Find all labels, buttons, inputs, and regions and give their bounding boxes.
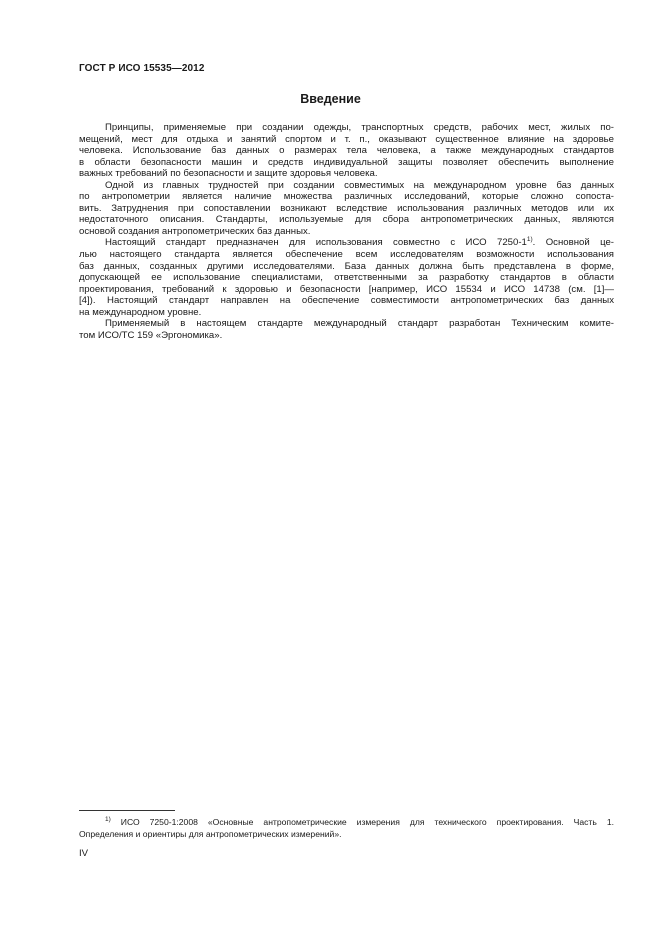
paragraph-2 bbox=[79, 180, 614, 238]
footnote bbox=[79, 816, 614, 840]
text-line: на международном уровне. bbox=[79, 306, 202, 318]
paragraph-3 bbox=[79, 237, 614, 318]
text-line: баз данных, созданных другими исследователями. База данных должна быть представлена в форме, bbox=[79, 260, 614, 272]
text-line: человека. Использование баз данных о размерах тела человека, а также международных стандартов bbox=[79, 145, 614, 157]
text-line: вить. Затруднения при сопоставлении возникают вследствие использования различных методов или их bbox=[79, 202, 614, 214]
footnote-marker: 1) bbox=[105, 816, 111, 823]
text-line: Принципы, применяемые при создании одежды, транспортных средств, рабочих мест, жилых по- bbox=[105, 122, 614, 133]
text-line: основой создания антропометрических баз данных. bbox=[79, 225, 311, 237]
footnote-line: Определения и ориентиры для антропометрических измерений». bbox=[79, 829, 342, 839]
footnote-line bbox=[79, 816, 614, 828]
page-number: IV bbox=[79, 848, 89, 859]
text-segment: . Основной це- bbox=[532, 237, 614, 249]
text-line: Одной из главных трудностей при создании совместимых на международном уровне баз данных bbox=[105, 179, 614, 191]
text-line: важных требований по безопасности и защите здоровья человека. bbox=[79, 168, 378, 180]
document-header: ГОСТ Р ИСО 15535—2012 bbox=[79, 63, 205, 74]
text-line: недостаточного описания. Стандарты, используемые для сбора антропометрических данных, являются bbox=[79, 214, 614, 226]
footnote-text: ИСО 7250-1:2008 «Основные антропометрические измерения для технического проектирования. Часть 1. bbox=[120, 817, 614, 827]
text-segment: Настоящий стандарт предназначен для использования совместно с ИСО 7250-1 bbox=[105, 237, 527, 249]
text-line: по антропометрии является наличие множества различных исследований, которые сложно сопоста- bbox=[79, 191, 614, 203]
text-line: лью настоящего стандарта является обеспечение всем исследователям возможности использования bbox=[79, 249, 614, 261]
footnote-reference: 1) bbox=[526, 236, 533, 244]
text-line: Применяемый в настоящем стандарте международный стандарт разработан Техническим комите- bbox=[105, 318, 614, 330]
section-title: Введение bbox=[300, 92, 361, 106]
text-line bbox=[79, 237, 614, 249]
text-line: в области безопасности машин и средств индивидуальной защиты позволяет обеспечить выполнение bbox=[79, 156, 614, 168]
paragraph-4 bbox=[79, 318, 614, 341]
text-line: [4]). Настоящий стандарт направлен на обеспечение совместимости антропометрических баз данных bbox=[79, 295, 614, 307]
footnote-divider bbox=[79, 810, 175, 811]
introduction-body bbox=[79, 122, 614, 341]
text-line: допускающей ее использование специалистами, ответственными за разработку стандартов в области bbox=[79, 272, 614, 284]
text-line: проектирования, требований к здоровью и безопасности [например, ИСО 15534 и ИСО 14738 (см. [1]— bbox=[79, 283, 614, 295]
paragraph-1 bbox=[79, 122, 614, 180]
text-line: том ИСО/ТС 159 «Эргономика». bbox=[79, 329, 223, 341]
text-line: мещений, мест для отдыха и занятий спортом и т. п., оказывают существенное влияние на здоровье bbox=[79, 133, 614, 145]
